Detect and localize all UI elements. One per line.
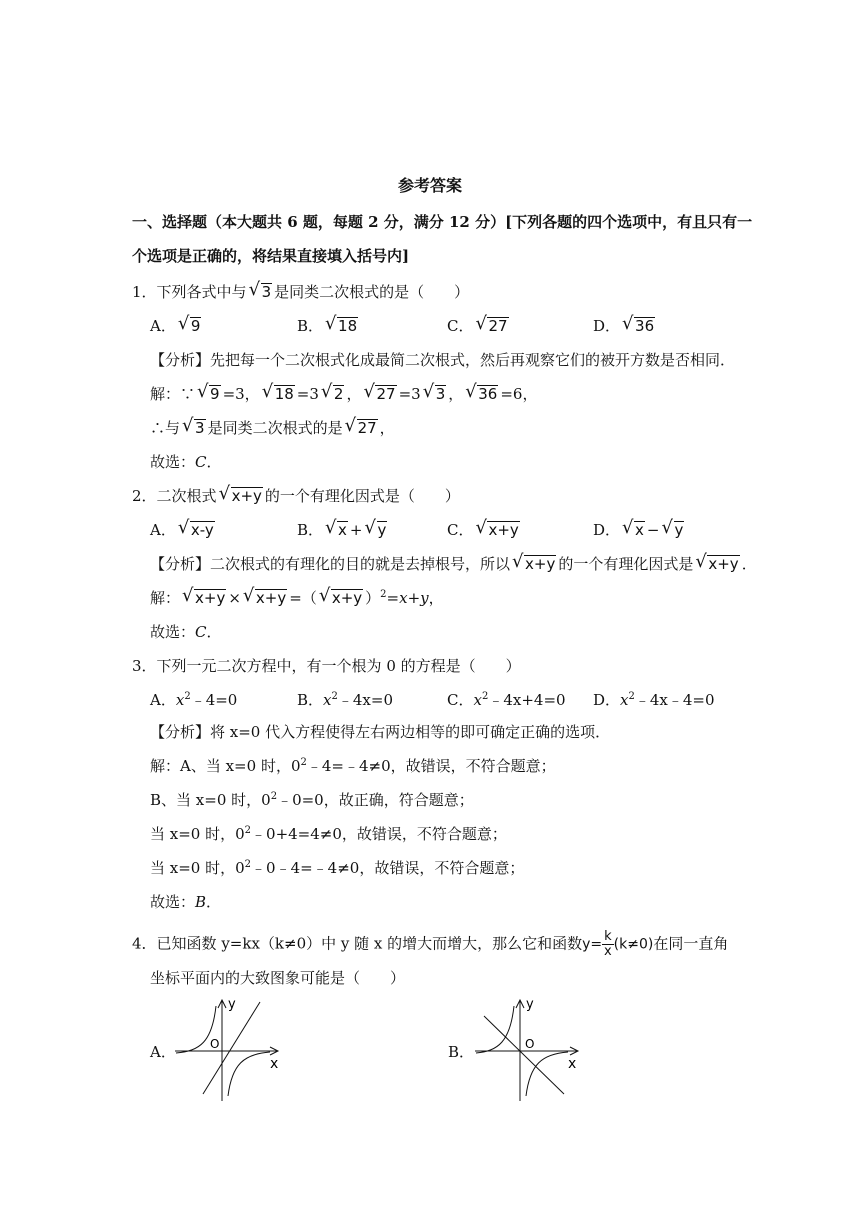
q2-option-d: D．√ x −√ y xyxy=(593,520,686,540)
q2-option-a: A．√ x-y xyxy=(150,520,217,540)
radical: √ 3 xyxy=(249,282,273,302)
q1-conclusion: ∴与√ 3 是同类二次根式的是√ 27 ， xyxy=(150,418,395,438)
q2-answer: 故选：C． xyxy=(150,623,222,641)
page-title: 参考答案 xyxy=(397,176,462,195)
q1-answer: 故选：C． xyxy=(150,453,222,471)
q2-analysis: 【分析】二次根式的有理化的目的就是去掉根号，所以√ x+y 的一个有理化因式是√ x+y ． xyxy=(150,554,757,574)
q3-option-c: C．$x^2﹣4x+4=0$ xyxy=(447,691,566,709)
x-axis-label: x xyxy=(568,1056,577,1072)
q3-solution-line-3: 当 x=0 时，$0^2﹣0+4=4\ne 0$，故错误，不符合题意； xyxy=(150,825,507,843)
origin-label: O xyxy=(525,1037,535,1051)
question-4-stem-line2: 坐标平面内的大致图象可能是（ ） xyxy=(150,969,406,987)
question-4-stem-line1: 4．已知函数 y=kx（k≠0）中 y 随 x 的增大而增大，那么它和函数y= $\frac{k}{x}$ (k≠0)在同一直角 xyxy=(132,929,729,959)
q4-option-b-label: B． xyxy=(448,1043,475,1061)
x-axis-label: x xyxy=(270,1056,279,1072)
question-2-stem: 2．二次根式√ x+y 的一个有理化因式是（ ） xyxy=(132,486,460,506)
q2-solution: 解：√ x+y ×√ x+y =（√ x+y ）$^2$=x+y， xyxy=(150,588,444,608)
q3-option-a: A．$x^2﹣4=0$ xyxy=(150,691,238,709)
q1-analysis: 【分析】先把每一个二次根式化成最简二次根式，然后再观察它们的被开方数是否相同． xyxy=(150,351,736,369)
q3-option-d: D．$x^2﹣4x﹣4=0$ xyxy=(593,691,715,709)
q1-option-a: A．√ 9 xyxy=(150,316,203,336)
q1-option-b: B．√ 18 xyxy=(297,316,360,336)
q1-option-d: D．√ 36 xyxy=(593,316,657,336)
q1-solution: 解：∵√ 9 =3，√ 18 =3√ 2 ，√ 27 =3√ 3 ，√ 36 =6， xyxy=(150,384,537,404)
q3-option-b: B．$x^2﹣4x=0$ xyxy=(297,691,393,709)
hyperbola-branch xyxy=(526,1052,568,1096)
q2-option-c: C．√ x+y xyxy=(447,520,522,540)
origin-label: O xyxy=(210,1037,220,1051)
q3-answer: 故选：B． xyxy=(150,893,222,911)
hyperbola-branch xyxy=(228,1052,270,1096)
q2-option-b: B．√ x +√ y xyxy=(297,520,389,540)
q1-option-c: C．√ 27 xyxy=(447,316,511,336)
section-heading-line1: 一、选择题（本大题共 6 题，每题 2 分，满分 12 分）[下列各题的四个选项中，有且只有一 xyxy=(132,213,753,231)
q4-graph-a xyxy=(170,996,285,1106)
hyperbola-branch xyxy=(476,1006,514,1053)
fraction: $\frac{k}{x}$ xyxy=(604,929,612,959)
y-axis-label: y xyxy=(526,997,534,1012)
question-3-stem: 3．下列一元二次方程中，有一个根为 0 的方程是（ ） xyxy=(132,657,521,675)
q3-solution-line-2: B、当 x=0 时，$0^2﹣0=0$，故正确，符合题意； xyxy=(150,791,474,809)
q4-option-a-label: A． xyxy=(150,1043,176,1061)
y-axis-label: y xyxy=(228,997,236,1012)
q3-solution-line-1: 解：A、当 x=0 时，$0^2﹣4=﹣4\ne 0$，故错误，不符合题意； xyxy=(150,757,556,775)
question-1-stem: 1．下列各式中与√ 3 是同类二次根式的是（ ） xyxy=(132,282,469,302)
q3-analysis: 【分析】将 x=0 代入方程使得左右两边相等的即可确定正确的选项． xyxy=(150,723,611,741)
q3-solution-line-4: 当 x=0 时，$0^2﹣0﹣4=﹣4\ne 0$，故错误，不符合题意； xyxy=(150,859,525,877)
section-heading-line2: 个选项是正确的，将结果直接填入括号内] xyxy=(132,247,410,265)
q4-graph-b xyxy=(470,996,585,1106)
